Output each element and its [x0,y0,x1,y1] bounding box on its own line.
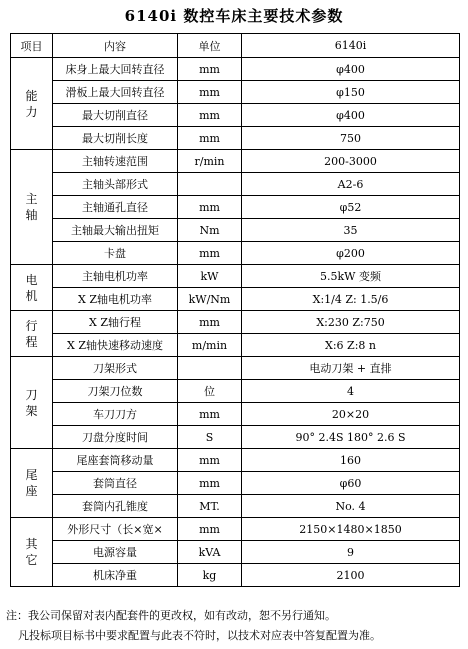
group-label-char: 轴 [25,208,38,222]
item-cell: 车刀刀方 [53,403,178,426]
item-cell: 主轴头部形式 [53,173,178,196]
item-cell: 机床净重 [53,564,178,587]
unit-cell: mm [178,242,242,265]
unit-cell: mm [178,81,242,104]
value-cell: X:1/4 Z: 1.5/6 [242,288,460,311]
group-label [11,150,53,265]
group-label [11,58,53,150]
unit-cell: mm [178,518,242,541]
item-cell: X Z轴行程 [53,311,178,334]
unit-cell: mm [178,403,242,426]
header-group: 项目 [11,34,53,58]
item-cell: 卡盘 [53,242,178,265]
table-row [11,380,460,403]
value-cell: 电动刀架 + 直排 [242,357,460,380]
group-label-char: 程 [25,334,38,349]
header-item: 内容 [53,34,178,58]
table-row [11,242,460,265]
unit-cell: 位 [178,380,242,403]
unit-cell: kg [178,564,242,587]
unit-cell: mm [178,472,242,495]
item-cell: 电源容量 [53,541,178,564]
unit-cell [178,357,242,380]
table-row [11,541,460,564]
unit-cell: mm [178,311,242,334]
table-row [11,334,460,357]
unit-cell: mm [178,58,242,81]
group-label [11,518,53,587]
group-label-char: 能 [25,88,38,103]
item-cell: 刀架刀位数 [53,380,178,403]
table-row [11,288,460,311]
value-cell: φ52 [242,196,460,219]
table-row [11,58,460,81]
group-label-char: 机 [25,288,38,303]
table-row [11,472,460,495]
table-row [11,150,460,173]
group-label [11,357,53,449]
table-row [11,449,460,472]
table-row [11,357,460,380]
group-label-char: 刀 [25,387,38,402]
table-row [11,219,460,242]
table-row [11,173,460,196]
value-cell: 20×20 [242,403,460,426]
value-cell: 160 [242,449,460,472]
item-cell: 刀盘分度时间 [53,426,178,449]
item-cell: 最大切削直径 [53,104,178,127]
item-cell: 尾座套筒移动量 [53,449,178,472]
unit-cell: m/min [178,334,242,357]
unit-cell: S [178,426,242,449]
item-cell: 床身上最大回转直径 [53,58,178,81]
value-cell: 2150×1480×1850 [242,518,460,541]
value-cell: φ400 [242,104,460,127]
table-row [11,495,460,518]
value-cell: A2-6 [242,173,460,196]
group-label-char: 它 [25,553,38,567]
note-1: 注：我公司保留对表内配套件的更改权，如有改动，恕不另行通知。 [6,609,336,622]
table-row [11,104,460,127]
unit-cell [178,173,242,196]
group-label-char: 电 [25,272,38,287]
group-label-char: 其 [25,537,38,551]
value-cell: 2100 [242,564,460,587]
table-row [11,311,460,334]
value-cell: No. 4 [242,495,460,518]
group-label-char: 行 [25,318,38,333]
value-cell: φ400 [242,58,460,81]
header-unit: 单位 [178,34,242,58]
table-row [11,127,460,150]
item-cell: 最大切削长度 [53,127,178,150]
unit-cell: mm [178,104,242,127]
value-cell: 90° 2.4S 180° 2.6 S [242,426,460,449]
table-row [11,196,460,219]
unit-cell: Nm [178,219,242,242]
unit-cell: MT. [178,495,242,518]
unit-cell: kW/Nm [178,288,242,311]
value-cell: 4 [242,380,460,403]
item-cell: 主轴电机功率 [53,265,178,288]
item-cell: 主轴转速范围 [53,150,178,173]
value-cell: φ60 [242,472,460,495]
value-cell: φ200 [242,242,460,265]
table-row [11,403,460,426]
item-cell: 滑板上最大回转直径 [53,81,178,104]
unit-cell: mm [178,449,242,472]
group-label-char: 主 [25,192,38,206]
unit-cell: r/min [178,150,242,173]
unit-cell: mm [178,127,242,150]
table-row [11,426,460,449]
table-row [11,564,460,587]
value-cell: 9 [242,541,460,564]
table-row [11,265,460,288]
value-cell: X:230 Z:750 [242,311,460,334]
notes [6,606,466,646]
item-cell: 套筒内孔锥度 [53,495,178,518]
value-cell: 35 [242,219,460,242]
item-cell: X Z轴快速移动速度 [53,334,178,357]
group-label [11,449,53,518]
item-cell: X Z轴电机功率 [53,288,178,311]
value-cell: 200-3000 [242,150,460,173]
spec-table [10,33,460,587]
unit-cell: kW [178,265,242,288]
table-row [11,518,460,541]
group-label-char: 架 [25,403,38,418]
value-cell: 750 [242,127,460,150]
unit-cell: kVA [178,541,242,564]
unit-cell: mm [178,196,242,219]
note-2: 凡投标项目标书中要求配置与此表不符时，以技术对应表中答复配置为准。 [18,629,381,642]
value-cell: φ150 [242,81,460,104]
group-label [11,311,53,357]
document-title: 6140i 数控车床主要技术参数 [124,7,344,25]
group-label [11,265,53,311]
item-cell: 外形尺寸（长×宽× [53,518,178,541]
value-cell: X:6 Z:8 n [242,334,460,357]
table-header-row [11,34,460,58]
item-cell: 刀架形式 [53,357,178,380]
header-value: 6140i [242,34,460,58]
item-cell: 主轴最大输出扭矩 [53,219,178,242]
table-row [11,81,460,104]
item-cell: 主轴通孔直径 [53,196,178,219]
item-cell: 套筒直径 [53,472,178,495]
value-cell: 5.5kW 变频 [242,265,460,288]
group-label-char: 座 [25,484,38,498]
group-label-char: 力 [25,104,38,119]
group-label-char: 尾 [25,468,38,482]
